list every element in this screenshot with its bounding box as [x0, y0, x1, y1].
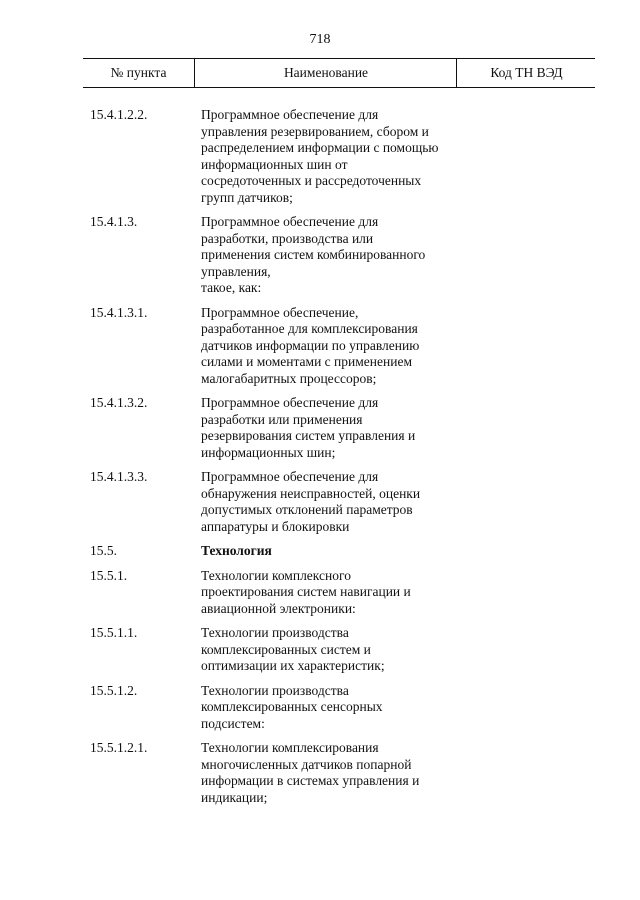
table-body: [0, 107, 640, 814]
table-row: [0, 395, 640, 461]
header-col-code: Код ТН ВЭД: [456, 59, 596, 87]
table-row: [0, 305, 640, 388]
page-number: 718: [309, 32, 331, 47]
table-header: [83, 58, 595, 88]
row-text: Программное обеспечение для разработки, производства или применения систем комбинированного управления, такое, как:: [201, 214, 426, 295]
row-number: 15.5.1.2.1.: [90, 740, 148, 755]
row-number: 15.5.1.1.: [90, 625, 138, 640]
row-number: 15.4.1.3.1.: [90, 304, 148, 320]
row-number: 15.5.1.2.: [90, 682, 138, 698]
section-heading: Технология: [201, 543, 272, 558]
table-row: [0, 469, 640, 535]
row-text: Программное обеспечение, разработанное для комплексирования датчиков информации по управлению силами и моментами с применением малогабаритных процессоров;: [201, 304, 420, 386]
row-number: 15.5.1.: [90, 567, 128, 583]
row-number: 15.5.: [90, 543, 117, 558]
row-number: 15.4.1.2.2.: [90, 107, 148, 122]
row-number: 15.4.1.3.: [90, 214, 138, 229]
table-row: [0, 214, 640, 297]
row-text: Технологии производства комплексированных систем и оптимизации их характеристик;: [201, 625, 385, 673]
table-row: [0, 625, 640, 675]
row-text: Технологии комплексного проектирования систем навигации и авиационной электроники:: [201, 567, 411, 616]
row-text: Технологии производства комплексированных сенсорных подсистем:: [201, 682, 383, 731]
row-text: Программное обеспечение для разработки или применения резервирования систем управления и информационных шин;: [201, 395, 416, 460]
row-text: Программное обеспечение для управления резервированием, сбором и распределением информации с помощью информационных шин от сосредоточенных и рассредоточенных групп датчиков;: [201, 107, 439, 205]
header-col-number: № пункта: [110, 65, 167, 80]
row-text: Программное обеспечение для обнаружения неисправностей, оценки допустимых отклонений параметров аппаратуры и блокировки: [201, 469, 421, 534]
row-number: 15.4.1.3.2.: [90, 395, 148, 410]
table-row: [0, 740, 640, 806]
section-heading-row: [0, 543, 640, 560]
table-row: [0, 568, 640, 618]
row-number: 15.4.1.3.3.: [90, 469, 148, 484]
table-row: [0, 683, 640, 733]
header-col-name: Наименование: [194, 59, 457, 87]
table-row: [0, 107, 640, 206]
row-text: Технологии комплексирования многочисленных датчиков попарной информации в системах управления и индикации;: [201, 740, 420, 805]
